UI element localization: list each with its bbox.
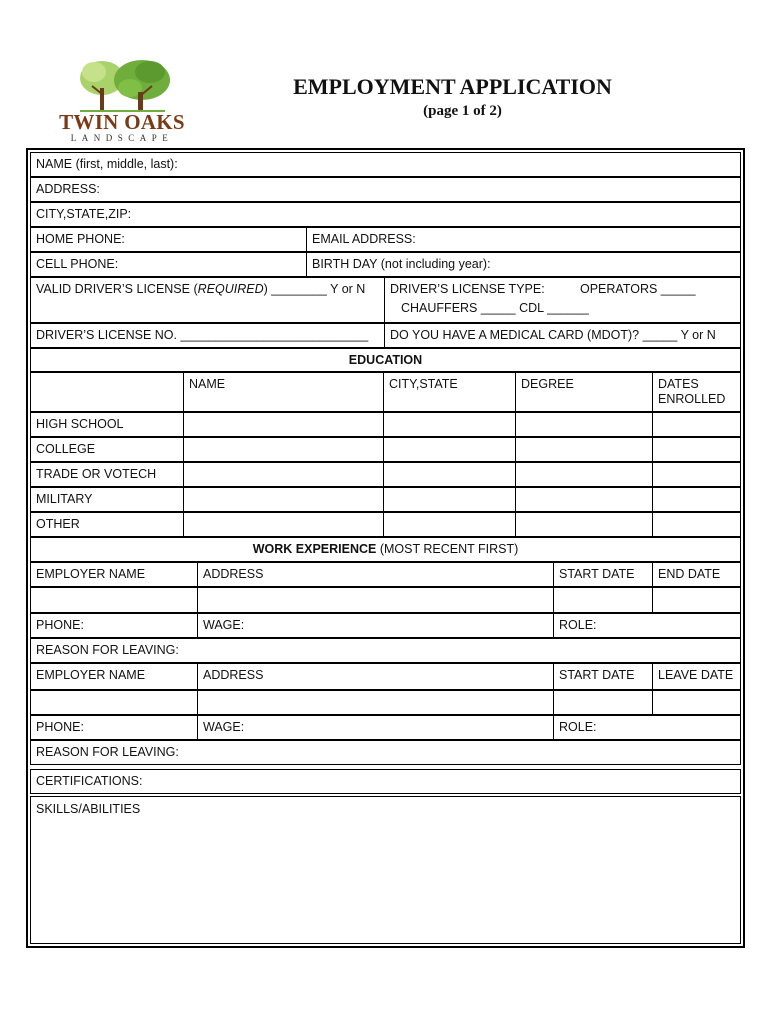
medical-card-field[interactable]	[384, 324, 740, 347]
employer1-header-row	[30, 562, 741, 587]
home-phone-field[interactable]	[31, 228, 306, 251]
company-logo	[50, 58, 195, 144]
page-title: EMPLOYMENT APPLICATION	[293, 74, 612, 99]
work-heading-note: (MOST RECENT FIRST)	[376, 542, 519, 556]
education-row-label: MILITARY	[36, 492, 93, 506]
certifications-field[interactable]	[31, 770, 740, 793]
employer2-detail-row	[30, 715, 741, 740]
employer2-input-row	[30, 690, 741, 715]
employer1-detail-row	[30, 613, 741, 638]
employer2-name-label: EMPLOYER NAME	[36, 668, 146, 682]
birth-day-field[interactable]	[306, 253, 740, 276]
employer2-leave-input[interactable]	[652, 691, 740, 714]
employer2-role-field[interactable]	[553, 716, 740, 739]
education-row-military	[30, 487, 741, 512]
education-name-cell[interactable]	[183, 463, 383, 486]
education-city-cell[interactable]	[383, 488, 515, 511]
address-row	[30, 177, 741, 202]
education-row-label: TRADE OR VOTECH	[36, 467, 157, 481]
employer1-phone-label: PHONE:	[36, 618, 84, 632]
license-type-field[interactable]	[384, 278, 740, 322]
education-name-cell[interactable]	[183, 413, 383, 436]
email-field[interactable]	[306, 228, 740, 251]
birth-day-label: BIRTH DAY (not including year):	[312, 257, 491, 271]
city-row	[30, 202, 741, 227]
license-no-row	[30, 323, 741, 348]
education-row-high-school	[30, 412, 741, 437]
education-dates-cell[interactable]	[652, 413, 740, 436]
employer1-reason-row	[30, 638, 741, 663]
phone-email-row	[30, 227, 741, 252]
education-row-label: OTHER	[36, 517, 80, 531]
education-dates-cell[interactable]	[652, 463, 740, 486]
education-city-cell[interactable]	[383, 413, 515, 436]
education-degree-cell[interactable]	[515, 488, 652, 511]
education-dates-cell[interactable]	[652, 488, 740, 511]
employer2-reason-label: REASON FOR LEAVING:	[36, 745, 179, 759]
education-name-cell[interactable]	[183, 513, 383, 536]
education-row-label: HIGH SCHOOL	[36, 417, 124, 431]
employer1-reason-field[interactable]	[31, 639, 740, 662]
license-prefix: VALID DRIVER’S LICENSE (	[36, 282, 198, 296]
application-form	[26, 148, 745, 948]
employer2-start-label: START DATE	[553, 664, 652, 689]
certifications-label: CERTIFICATIONS:	[36, 774, 143, 788]
city-state-zip-label: CITY,STATE,ZIP:	[36, 207, 132, 221]
name-row	[30, 152, 741, 177]
employer1-wage-label: WAGE:	[203, 618, 245, 632]
employer2-reason-field[interactable]	[31, 741, 740, 764]
employer2-leave-label: LEAVE DATE	[652, 664, 740, 689]
valid-license-field[interactable]	[31, 278, 384, 322]
education-row-label: COLLEGE	[36, 442, 96, 456]
employer2-name-input[interactable]	[31, 691, 197, 714]
employer1-address-input[interactable]	[197, 588, 553, 612]
employer2-address-input[interactable]	[197, 691, 553, 714]
license-suffix: ) ________ Y or N	[263, 282, 366, 296]
address-field[interactable]	[31, 178, 740, 201]
employer2-reason-row	[30, 740, 741, 765]
employer1-name-input[interactable]	[31, 588, 197, 612]
license-required: REQUIRED	[197, 282, 264, 296]
skills-label: SKILLS/ABILITIES	[36, 802, 141, 816]
employer1-start-input[interactable]	[553, 588, 652, 612]
education-city-cell[interactable]	[383, 463, 515, 486]
education-degree-cell[interactable]	[515, 463, 652, 486]
employer1-input-row	[30, 587, 741, 613]
employer1-address-label: ADDRESS	[197, 563, 553, 586]
education-heading: EDUCATION	[348, 353, 423, 367]
education-dates-cell[interactable]	[652, 438, 740, 461]
education-header-row	[30, 372, 741, 412]
employer2-phone-field[interactable]	[31, 716, 197, 739]
cell-phone-field[interactable]	[31, 253, 306, 276]
employer1-role-label: ROLE:	[559, 618, 597, 632]
employer1-start-label: START DATE	[553, 563, 652, 586]
education-city-cell[interactable]	[383, 438, 515, 461]
education-row-other	[30, 512, 741, 537]
education-degree-header: DEGREE	[515, 373, 652, 411]
education-name-header: NAME	[183, 373, 383, 411]
education-name-cell[interactable]	[183, 438, 383, 461]
employer1-name-label: EMPLOYER NAME	[36, 567, 146, 581]
employer2-header-row	[30, 663, 741, 690]
license-no-label: DRIVER’S LICENSE NO. ___________________________	[36, 328, 369, 342]
skills-field[interactable]	[31, 797, 740, 943]
education-heading-row	[30, 348, 741, 372]
license-row	[30, 277, 741, 323]
employer1-phone-field[interactable]	[31, 614, 197, 637]
license-no-field[interactable]	[31, 324, 384, 347]
education-row-trade	[30, 462, 741, 487]
cell-phone-label: CELL PHONE:	[36, 257, 119, 271]
email-label: EMAIL ADDRESS:	[312, 232, 416, 246]
employer2-wage-label: WAGE:	[203, 720, 245, 734]
education-degree-cell[interactable]	[515, 413, 652, 436]
employer1-end-input[interactable]	[652, 588, 740, 612]
education-dates-cell[interactable]	[652, 513, 740, 536]
education-dates-header: DATES ENROLLED	[652, 373, 740, 411]
employer2-wage-field[interactable]	[197, 716, 553, 739]
employer1-end-label: END DATE	[652, 563, 740, 586]
education-row-college	[30, 437, 741, 462]
home-phone-label: HOME PHONE:	[36, 232, 125, 246]
employer2-address-label: ADDRESS	[197, 664, 553, 689]
operators-option: OPERATORS _____	[580, 282, 696, 296]
skills-row	[30, 796, 741, 944]
work-heading-row	[30, 537, 741, 562]
employer2-phone-label: PHONE:	[36, 720, 84, 734]
education-name-cell[interactable]	[183, 488, 383, 511]
education-blank-header	[31, 373, 183, 411]
name-label: NAME (first, middle, last):	[36, 157, 178, 171]
education-degree-cell[interactable]	[515, 438, 652, 461]
education-degree-cell[interactable]	[515, 513, 652, 536]
employer1-role-field[interactable]	[553, 614, 740, 637]
employer2-role-label: ROLE:	[559, 720, 597, 734]
page-subtitle: (page 1 of 2)	[423, 103, 502, 119]
chauffers-cdl-option: CHAUFFERS _____ CDL ______	[401, 301, 589, 315]
employer1-wage-field[interactable]	[197, 614, 553, 637]
logo-wordmark: TWIN OAKS	[59, 110, 185, 134]
license-type-label: DRIVER’S LICENSE TYPE:	[390, 282, 545, 296]
cell-birthday-row	[30, 252, 741, 277]
employer2-start-input[interactable]	[553, 691, 652, 714]
name-field[interactable]	[31, 153, 740, 176]
oak-trees-icon	[50, 58, 195, 113]
address-label: ADDRESS:	[36, 182, 100, 196]
logo-tagline: LANDSCAPE	[70, 133, 174, 143]
education-city-cell[interactable]	[383, 513, 515, 536]
employer1-reason-label: REASON FOR LEAVING:	[36, 643, 179, 657]
work-heading-label: WORK EXPERIENCE	[252, 542, 377, 556]
education-city-header: CITY,STATE	[383, 373, 515, 411]
medical-card-label: DO YOU HAVE A MEDICAL CARD (MDOT)? _____ Y or N	[390, 328, 716, 342]
work-heading	[31, 538, 740, 561]
certifications-row	[30, 769, 741, 794]
city-state-zip-field[interactable]	[31, 203, 740, 226]
